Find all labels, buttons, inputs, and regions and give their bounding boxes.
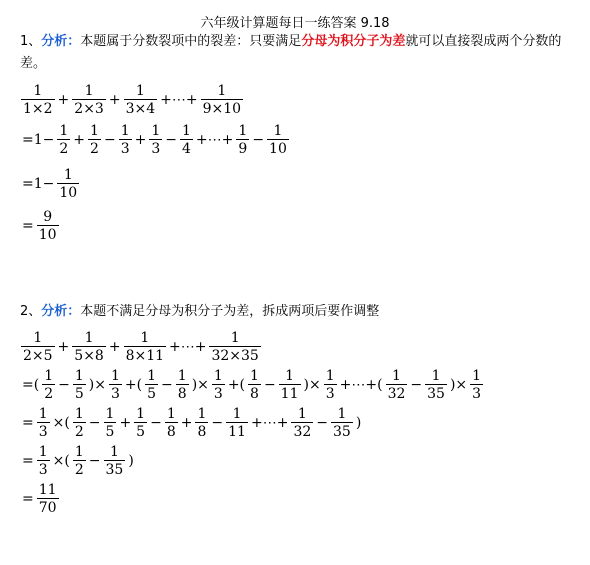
equation-step: [20, 168, 290, 200]
fraction: [165, 407, 178, 439]
fraction: [37, 210, 59, 242]
denominator: 5: [105, 424, 115, 440]
numerator: 1: [166, 406, 176, 422]
fraction: [21, 331, 55, 363]
operator: −: [161, 377, 173, 393]
numerator: 1: [472, 368, 482, 384]
numerator: 1: [285, 368, 295, 384]
operator: −: [150, 415, 162, 431]
numerator: 1: [120, 123, 130, 139]
operator: −: [58, 377, 70, 393]
numerator: 1: [44, 368, 54, 384]
numerator: 1: [230, 330, 240, 346]
operator: +: [108, 339, 121, 355]
operator: +: [134, 132, 147, 148]
equation-step: [20, 124, 290, 156]
denominator: 4: [182, 141, 191, 157]
fraction: [248, 369, 261, 401]
numerator: 1: [74, 444, 84, 460]
numerator: 1: [90, 123, 99, 139]
numerator: 1: [38, 406, 48, 422]
fraction: [386, 369, 408, 401]
operator: +(: [124, 377, 143, 393]
fraction: [331, 407, 353, 439]
numerator: 1: [135, 83, 145, 99]
section1-analysis: [20, 31, 575, 75]
equation-step: [20, 483, 484, 515]
denominator: 2×3: [74, 101, 104, 117]
operator: )×: [303, 377, 321, 393]
section2-analysis: [20, 301, 575, 323]
fraction: [21, 84, 55, 116]
denominator: 5: [147, 386, 157, 402]
operator: +: [73, 132, 86, 148]
denominator: 3: [213, 386, 223, 402]
denominator: 2×5: [23, 348, 53, 364]
section1-highlight: 分母为积分子为差: [301, 34, 406, 49]
operator: =: [22, 415, 34, 431]
operator: −: [88, 453, 101, 469]
section2-steps: [20, 331, 484, 515]
denominator: 2: [74, 424, 84, 440]
fraction: [176, 369, 189, 401]
denominator: 8: [250, 386, 259, 402]
operator: −: [165, 132, 177, 148]
numerator: 1: [38, 444, 48, 460]
numerator: 1: [63, 167, 73, 183]
fraction: [149, 124, 162, 156]
fraction: [470, 369, 483, 401]
denominator: 3: [151, 141, 161, 157]
fraction: [42, 369, 55, 401]
fraction: [109, 369, 122, 401]
section2-keyword: 分析：: [41, 304, 81, 319]
denominator: 35: [427, 386, 445, 402]
operator: ): [355, 415, 362, 431]
numerator: 1: [74, 368, 84, 384]
operator: +⋯+: [169, 339, 207, 355]
denominator: 70: [38, 500, 57, 516]
numerator: 1: [177, 368, 187, 384]
fraction: [104, 445, 126, 477]
fraction: [124, 84, 158, 116]
denominator: 3: [38, 424, 48, 440]
numerator: 1: [392, 368, 401, 384]
numerator: 1: [74, 406, 84, 422]
denominator: 3: [110, 386, 120, 402]
operator: −: [252, 132, 265, 148]
numerator: 1: [136, 406, 146, 422]
fraction: [425, 369, 447, 401]
numerator: 1: [337, 406, 347, 422]
fraction: [72, 84, 106, 116]
fraction: [209, 331, 260, 363]
denominator: 3: [325, 386, 335, 402]
numerator: 1: [325, 368, 335, 384]
operator: )×: [449, 377, 468, 393]
numerator: 1: [182, 123, 191, 139]
denominator: 10: [59, 185, 78, 201]
denominator: 3: [472, 386, 482, 402]
fraction: [73, 407, 86, 439]
section2-text: 本题不满足分母为积分子为差，拆成两项后要作调整: [80, 304, 380, 319]
operator: =1−: [22, 132, 55, 148]
operator: −: [410, 377, 423, 393]
operator: +: [57, 339, 70, 355]
section1-keyword: 分析：: [41, 34, 81, 49]
fraction: [57, 124, 70, 156]
operator: +(: [227, 377, 246, 393]
fraction: [180, 124, 193, 156]
denominator: 2: [59, 141, 69, 157]
operator: +⋯+: [160, 92, 198, 108]
fraction: [88, 124, 101, 156]
numerator: 1: [217, 83, 227, 99]
equation-step: [20, 369, 484, 401]
numerator: 1: [140, 330, 150, 346]
operator: ×(: [52, 415, 70, 431]
denominator: 32: [293, 424, 312, 440]
denominator: 10: [38, 227, 57, 243]
denominator: 35: [105, 462, 124, 478]
numerator: 1: [273, 123, 283, 139]
operator: )×: [191, 377, 209, 393]
numerator: 1: [431, 368, 441, 384]
denominator: 10: [269, 141, 287, 157]
operator: +⋯+: [250, 415, 289, 431]
fraction: [57, 168, 79, 200]
section1-text-after: 就可以直接裂成两个分数的差。: [20, 34, 562, 71]
denominator: 32×35: [211, 348, 259, 364]
denominator: 8×11: [125, 348, 165, 364]
denominator: 2: [90, 141, 99, 157]
equation-step: [20, 445, 484, 477]
operator: ×(: [52, 453, 70, 469]
fraction: [37, 445, 50, 477]
operator: =: [22, 453, 34, 469]
numerator: 1: [84, 83, 94, 99]
denominator: 5: [136, 424, 146, 440]
fraction: [145, 369, 158, 401]
numerator: 1: [147, 368, 157, 384]
operator: −: [103, 132, 116, 148]
operator: −: [316, 415, 328, 431]
denominator: 8: [166, 424, 176, 440]
fraction: [73, 369, 86, 401]
operator: =(: [22, 377, 40, 393]
numerator: 1: [33, 330, 43, 346]
denominator: 35: [333, 424, 351, 440]
denominator: 32: [387, 386, 406, 402]
numerator: 1: [109, 444, 119, 460]
operator: −: [88, 415, 101, 431]
operator: =: [22, 491, 34, 507]
fraction: [134, 407, 147, 439]
operator: ): [128, 453, 134, 469]
operator: −: [263, 377, 276, 393]
fraction: [212, 369, 225, 401]
fraction: [119, 124, 132, 156]
equation-step: [20, 84, 290, 116]
numerator: 1: [105, 406, 115, 422]
denominator: 9: [238, 141, 248, 157]
operator: +⋯+: [195, 132, 234, 148]
denominator: 3×4: [125, 101, 156, 117]
fraction: [104, 407, 117, 439]
fraction: [72, 331, 106, 363]
numerator: 1: [232, 406, 242, 422]
operator: +: [57, 92, 70, 108]
numerator: 1: [151, 123, 161, 139]
denominator: 8: [177, 386, 187, 402]
numerator: 11: [38, 482, 57, 498]
equation-step: [20, 210, 290, 242]
operator: +⋯+(: [339, 377, 383, 393]
denominator: 8: [197, 424, 207, 440]
operator: +: [108, 92, 121, 108]
operator: =: [22, 218, 34, 234]
fraction: [201, 84, 243, 116]
equation-step: [20, 407, 484, 439]
denominator: 9×10: [202, 101, 242, 117]
denominator: 11: [280, 386, 299, 402]
numerator: 1: [250, 368, 259, 384]
fraction: [124, 331, 166, 363]
fraction: [37, 407, 50, 439]
page-title: 六年级计算题每日一练答案 9.18: [200, 16, 390, 31]
section1-text-before: 本题属于分数裂项中的裂差：只要满足: [80, 34, 302, 49]
denominator: 2: [74, 462, 84, 478]
fraction: [37, 483, 59, 515]
section2-number: 2、: [20, 304, 42, 319]
numerator: 1: [84, 330, 94, 346]
numerator: 1: [110, 368, 120, 384]
operator: +: [119, 415, 132, 431]
numerator: 1: [238, 123, 248, 139]
fraction: [291, 407, 313, 439]
denominator: 2: [44, 386, 54, 402]
denominator: 5: [74, 386, 84, 402]
operator: =1−: [22, 176, 55, 192]
fraction: [279, 369, 301, 401]
operator: )×: [88, 377, 106, 393]
fraction: [195, 407, 208, 439]
fraction: [236, 124, 249, 156]
numerator: 1: [33, 83, 43, 99]
fraction: [73, 445, 86, 477]
numerator: 1: [213, 368, 223, 384]
numerator: 1: [297, 406, 307, 422]
denominator: 3: [120, 141, 130, 157]
fraction: [324, 369, 337, 401]
numerator: 9: [43, 209, 53, 225]
denominator: 11: [228, 424, 246, 440]
numerator: 1: [197, 406, 207, 422]
section1-steps: [20, 84, 290, 242]
denominator: 1×2: [23, 101, 53, 117]
operator: −: [211, 415, 224, 431]
denominator: 5×8: [74, 348, 104, 364]
operator: +: [180, 415, 193, 431]
numerator: 1: [59, 123, 69, 139]
fraction: [226, 407, 248, 439]
equation-step: [20, 331, 484, 363]
fraction: [267, 124, 289, 156]
section1-number: 1、: [20, 34, 42, 49]
denominator: 3: [38, 462, 48, 478]
